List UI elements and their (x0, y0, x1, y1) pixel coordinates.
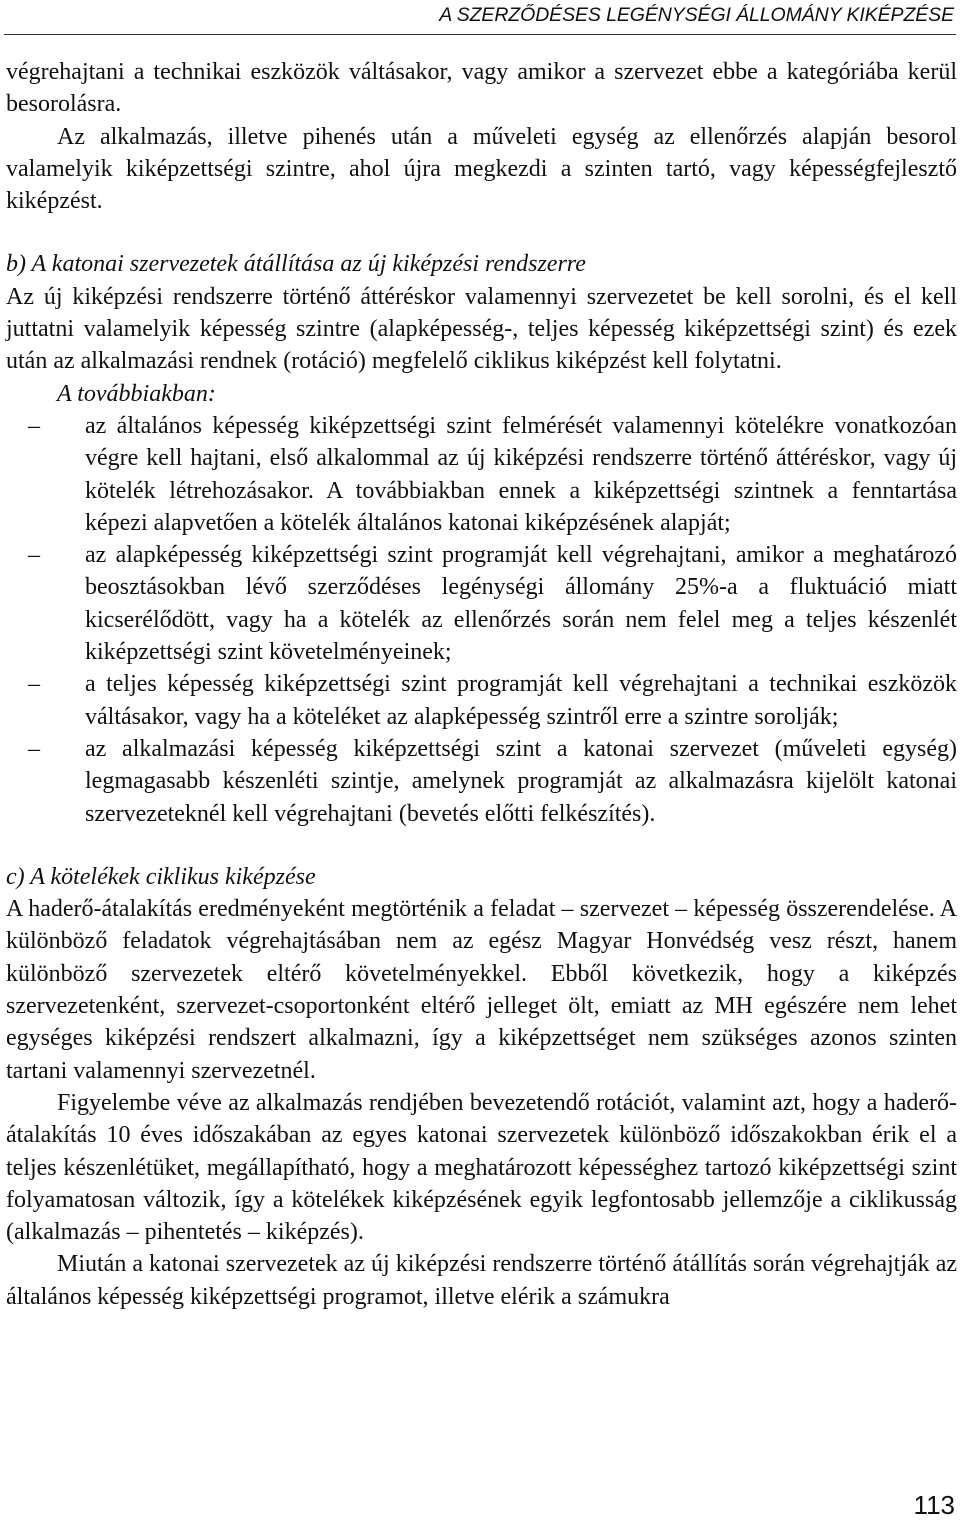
section-c-paragraph-1: A haderő-átalakítás eredményeként megtörténik a feladat – szervezet – képesség összerendelése. A különböző feladatok végrehajtásában nem az egész Magyar Honvédség vesz részt, hanem különböző szervezetek eltérő követelményekkel. Ebből következik, hogy a kiképzés szervezetenként, szervezet-csoportonként eltérő jelleget ölt, emiatt az MH egészére nem lehet egységes kiképzési rendszert alkalmazni, így a kiképzettséget nem szükséges azonos szinten tartani valamennyi szervezetnél. (6, 896, 957, 1084)
list-item-text: az alkalmazási képesség kiképzettségi szint a katonai szervezet (műveleti egység) legmagasabb készenléti szintje, amelynek programját az alkalmazásra kijelölt katonai szervezeteknél kell végrehajtani (bevetés előtti felkészítés). (85, 735, 957, 827)
list-dash: – (28, 671, 40, 698)
list-item (6, 410, 957, 539)
requirements-list (6, 410, 957, 830)
section-c-heading: c) A kötelékek ciklikus kiképzése (6, 863, 316, 890)
list-item-text: az alapképesség kiképzettségi szint programját kell végrehajtani, amikor a meghatározó beosztásokban lévő szerződéses legénységi állomány 25%-a a fluktuáció miatt kicserélődött, vagy ha a kötelék az ellenőrzés során nem felel meg a teljes készenlét kiképzettségi szint követelményeinek; (85, 542, 957, 666)
section-b-heading: b) A katonai szervezetek átállítása az új kiképzési rendszerre (6, 251, 586, 278)
section-b-subheading: A továbbiakban: (57, 380, 216, 407)
list-item-text: a teljes képesség kiképzettségi szint programját kell végrehajtani a technikai eszközök váltásakor, vagy ha a köteléket az alapképesség szintről erre a szintre sorolják; (85, 671, 957, 730)
section-c-paragraph-2: Figyelembe véve az alkalmazás rendjében bevezetendő rotációt, valamint azt, hogy a haderő-átalakítás 10 éves időszakában az egyes katonai szervezetek különböző időszakokban érik el a teljes készenlétüket, megállapítható, hogy a meghatározott képességhez tartozó kiképzettségi szint folyamatosan változik, így a kötelékek kiképzésének egyik legfontosabb jellemzője a ciklikusság (alkalmazás – pihentetés – kiképzés). (6, 1089, 957, 1246)
running-header (0, 0, 960, 34)
intro-paragraph: végrehajtani a technikai eszközök váltásakor, vagy amikor a szervezet ebbe a kategóriába kerül besorolásra. (6, 59, 957, 118)
list-dash: – (28, 542, 40, 569)
section-b-paragraph: Az új kiképzési rendszerre történő áttéréskor valamennyi szervezetet be kell sorolni, és el kell juttatni valamelyik képesség szintre (alapképesség-, teljes képesség kiképzettségi szint) és ezek után az alkalmazási rendnek (rotáció) megfelelő ciklikus kiképzést kell folytatni. (6, 283, 957, 375)
list-item (6, 668, 957, 733)
list-item (6, 733, 957, 830)
header-divider (4, 34, 956, 35)
section-c-paragraph-3: Miután a katonai szervezetek az új kiképzési rendszerre történő átállítás során végrehajtják az általános képesség kiképzettségi programot, illetve elérik a számukra (6, 1251, 957, 1310)
intro-paragraph-2: Az alkalmazás, illetve pihenés után a műveleti egység az ellenőrzés alapján besorol valamelyik kiképzettségi szintre, ahol újra megkezdi a szinten tartó, vagy képességfejlesztő kiképzést. (6, 123, 957, 215)
list-dash: – (28, 412, 40, 439)
list-item-text: az általános képesség kiképzettségi szint felmérését valamennyi kötelékre vonatkozóan végre kell hajtani, első alkalommal az új kiképzési rendszerre történő áttéréskor, vagy új kötelék létrehozásakor. A továbbiakban ennek a kiképzettségi szintnek a fenntartása képezi alapvetően a kötelék általános katonai kiképzésének alapját; (85, 412, 957, 536)
running-header-title: A SZERZŐDÉSES LEGÉNYSÉGI ÁLLOMÁNY KIKÉPZÉSE (439, 4, 954, 26)
list-item (6, 539, 957, 668)
page-number: 113 (913, 1490, 955, 1520)
list-dash: – (28, 735, 40, 762)
page-body (6, 56, 957, 1313)
